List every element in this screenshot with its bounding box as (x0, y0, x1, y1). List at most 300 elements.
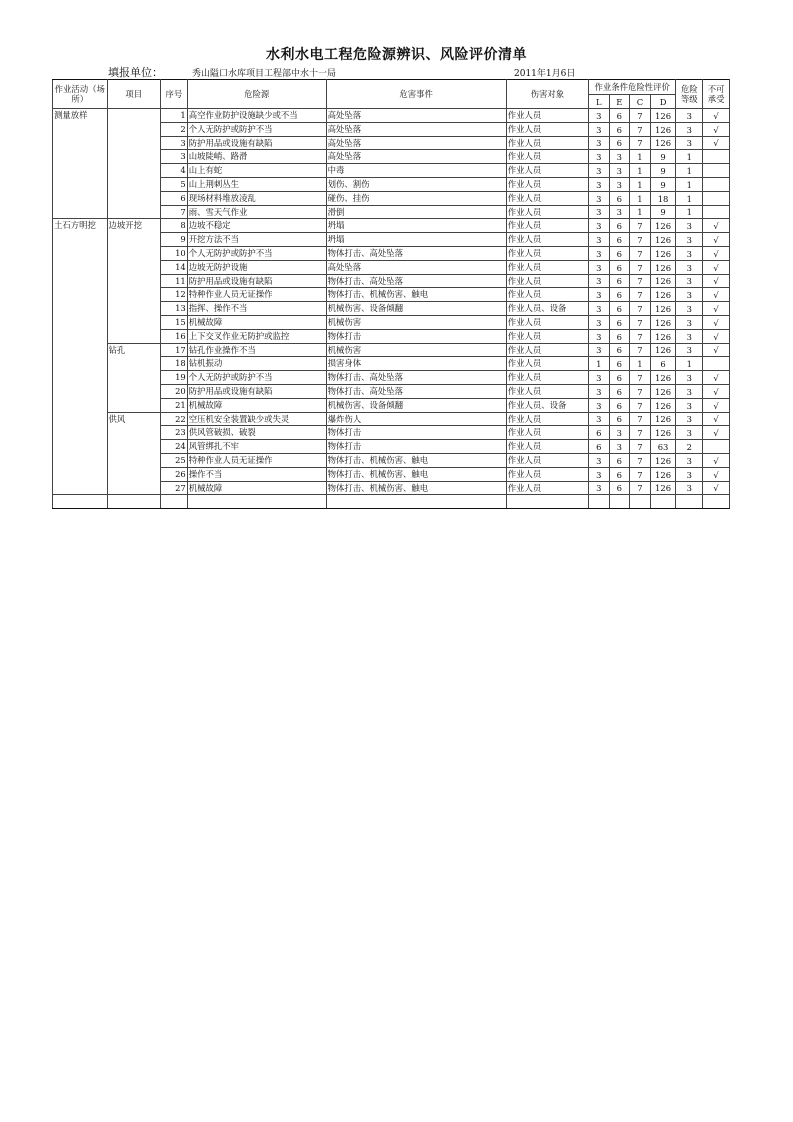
cell-E: 6 (609, 260, 630, 274)
header-D: D (650, 95, 676, 109)
cell-D (650, 495, 676, 509)
cell-activity (53, 481, 108, 495)
cell-L: 3 (589, 191, 610, 205)
cell-seq: 15 (161, 315, 188, 329)
cell-C: 7 (630, 315, 651, 329)
table-row (53, 467, 730, 481)
cell-project (107, 371, 161, 385)
cell-mark: √ (703, 246, 730, 260)
table-row (53, 315, 730, 329)
cell-mark: √ (703, 233, 730, 247)
cell-target (506, 495, 588, 509)
cell-D: 126 (650, 246, 676, 260)
cell-D: 126 (650, 109, 676, 123)
header-seq: 序号 (161, 80, 188, 109)
cell-project (107, 384, 161, 398)
cell-target: 作业人员 (506, 329, 588, 343)
table-body (53, 109, 730, 509)
cell-L: 3 (589, 467, 610, 481)
cell-level: 3 (676, 219, 703, 233)
cell-L: 3 (589, 412, 610, 426)
cell-level: 3 (676, 398, 703, 412)
cell-project (107, 191, 161, 205)
cell-D: 126 (650, 412, 676, 426)
cell-activity (53, 440, 108, 454)
cell-level: 1 (676, 164, 703, 178)
table-row (53, 177, 730, 191)
cell-target: 作业人员 (506, 260, 588, 274)
cell-event: 划伤、割伤 (326, 177, 506, 191)
cell-seq: 22 (161, 412, 188, 426)
cell-seq: 9 (161, 233, 188, 247)
cell-C: 7 (630, 440, 651, 454)
cell-hazard: 个人无防护或防护不当 (187, 371, 326, 385)
cell-level: 3 (676, 371, 703, 385)
table-row (53, 191, 730, 205)
cell-level: 3 (676, 343, 703, 357)
table-row (53, 109, 730, 123)
cell-E (609, 495, 630, 509)
cell-activity: 土石方明挖 (53, 219, 108, 233)
cell-event: 坍塌 (326, 219, 506, 233)
cell-seq (161, 495, 188, 509)
cell-hazard: 上下交叉作业无防护或监控 (187, 329, 326, 343)
cell-hazard: 供风管破损、破裂 (187, 426, 326, 440)
header-project: 项目 (107, 80, 161, 109)
cell-seq: 3 (161, 136, 188, 150)
cell-E: 6 (609, 371, 630, 385)
cell-seq: 10 (161, 246, 188, 260)
header-level: 危险等级 (676, 80, 703, 109)
cell-hazard: 个人无防护或防护不当 (187, 122, 326, 136)
cell-hazard: 防护用品或设施有缺陷 (187, 384, 326, 398)
cell-project: 边坡开挖 (107, 219, 161, 233)
cell-mark: √ (703, 453, 730, 467)
cell-L: 3 (589, 288, 610, 302)
cell-target: 作业人员 (506, 481, 588, 495)
cell-D: 126 (650, 343, 676, 357)
table-row (53, 343, 730, 357)
cell-D: 126 (650, 288, 676, 302)
cell-activity (53, 315, 108, 329)
cell-event: 坍塌 (326, 233, 506, 247)
cell-hazard: 机械故障 (187, 481, 326, 495)
cell-C: 7 (630, 219, 651, 233)
cell-hazard: 特种作业人员无证操作 (187, 288, 326, 302)
cell-L: 3 (589, 136, 610, 150)
cell-level: 3 (676, 453, 703, 467)
cell-event: 机械伤害、设备倾翻 (326, 302, 506, 316)
cell-mark (703, 150, 730, 164)
cell-activity (53, 412, 108, 426)
cell-seq: 12 (161, 288, 188, 302)
cell-E: 6 (609, 109, 630, 123)
cell-D: 126 (650, 274, 676, 288)
cell-seq: 18 (161, 357, 188, 371)
cell-seq: 19 (161, 371, 188, 385)
cell-project (107, 233, 161, 247)
cell-hazard: 操作不当 (187, 467, 326, 481)
cell-target: 作业人员 (506, 191, 588, 205)
cell-C: 1 (630, 164, 651, 178)
table-row (53, 371, 730, 385)
header-target: 伤害对象 (506, 80, 588, 109)
cell-D: 126 (650, 398, 676, 412)
cell-E: 6 (609, 412, 630, 426)
cell-activity (53, 233, 108, 247)
report-meta (52, 64, 732, 78)
cell-level: 3 (676, 412, 703, 426)
cell-E: 3 (609, 426, 630, 440)
cell-mark: √ (703, 109, 730, 123)
cell-event: 碰伤、挂伤 (326, 191, 506, 205)
cell-D: 126 (650, 122, 676, 136)
cell-level: 3 (676, 315, 703, 329)
table-row (53, 164, 730, 178)
cell-mark: √ (703, 329, 730, 343)
cell-level: 3 (676, 288, 703, 302)
cell-mark (703, 191, 730, 205)
cell-project (107, 440, 161, 454)
cell-level: 3 (676, 302, 703, 316)
cell-L: 3 (589, 302, 610, 316)
cell-target: 作业人员 (506, 288, 588, 302)
table-row (53, 426, 730, 440)
cell-activity (53, 274, 108, 288)
cell-D: 18 (650, 191, 676, 205)
cell-hazard: 开挖方法不当 (187, 233, 326, 247)
header-unacceptable: 不可承受 (703, 80, 730, 109)
cell-level: 1 (676, 150, 703, 164)
cell-event: 物体打击、机械伤害、触电 (326, 481, 506, 495)
cell-level: 3 (676, 274, 703, 288)
cell-E: 3 (609, 150, 630, 164)
cell-event: 高处坠落 (326, 260, 506, 274)
cell-seq: 27 (161, 481, 188, 495)
cell-level: 1 (676, 191, 703, 205)
table-row (53, 205, 730, 219)
unit-label: 填报单位： (108, 66, 163, 79)
cell-project (107, 453, 161, 467)
cell-level: 3 (676, 246, 703, 260)
cell-D: 6 (650, 357, 676, 371)
cell-event: 物体打击、高处坠落 (326, 274, 506, 288)
cell-target: 作业人员 (506, 371, 588, 385)
cell-mark: √ (703, 371, 730, 385)
cell-D: 126 (650, 315, 676, 329)
cell-mark: √ (703, 136, 730, 150)
cell-hazard: 防护用品或设施有缺陷 (187, 136, 326, 150)
cell-seq: 7 (161, 205, 188, 219)
cell-event: 高处坠落 (326, 109, 506, 123)
cell-hazard: 山上荆刺丛生 (187, 177, 326, 191)
cell-mark (703, 357, 730, 371)
cell-level: 1 (676, 205, 703, 219)
cell-hazard: 边坡不稳定 (187, 219, 326, 233)
cell-project (107, 150, 161, 164)
cell-C: 1 (630, 191, 651, 205)
cell-activity (53, 177, 108, 191)
cell-E: 6 (609, 288, 630, 302)
cell-mark: √ (703, 274, 730, 288)
cell-C: 7 (630, 343, 651, 357)
cell-D: 9 (650, 164, 676, 178)
cell-mark: √ (703, 481, 730, 495)
table-row (53, 274, 730, 288)
cell-activity (53, 288, 108, 302)
cell-L: 3 (589, 246, 610, 260)
cell-mark: √ (703, 315, 730, 329)
cell-seq: 5 (161, 177, 188, 191)
cell-project (107, 177, 161, 191)
cell-hazard: 指挥、操作不当 (187, 302, 326, 316)
cell-mark: √ (703, 302, 730, 316)
cell-C: 7 (630, 274, 651, 288)
cell-mark: √ (703, 219, 730, 233)
table-row (53, 398, 730, 412)
cell-activity (53, 357, 108, 371)
cell-level: 3 (676, 233, 703, 247)
cell-project: 供风 (107, 412, 161, 426)
table-row (53, 440, 730, 454)
header-L: L (589, 95, 610, 109)
cell-L: 3 (589, 260, 610, 274)
cell-activity (53, 164, 108, 178)
cell-project (107, 357, 161, 371)
cell-seq: 20 (161, 384, 188, 398)
cell-seq: 17 (161, 343, 188, 357)
cell-D: 126 (650, 302, 676, 316)
cell-D: 126 (650, 426, 676, 440)
cell-D: 126 (650, 136, 676, 150)
cell-hazard: 特种作业人员无证操作 (187, 453, 326, 467)
cell-target: 作业人员 (506, 274, 588, 288)
cell-E: 6 (609, 481, 630, 495)
cell-activity (53, 426, 108, 440)
cell-E: 6 (609, 136, 630, 150)
cell-hazard: 山坡陡峭、路滑 (187, 150, 326, 164)
cell-event: 物体打击 (326, 440, 506, 454)
cell-event: 物体打击、高处坠落 (326, 384, 506, 398)
cell-C: 7 (630, 329, 651, 343)
cell-target: 作业人员 (506, 109, 588, 123)
cell-level (676, 495, 703, 509)
cell-project (107, 260, 161, 274)
cell-activity (53, 246, 108, 260)
cell-D: 126 (650, 453, 676, 467)
cell-level: 1 (676, 357, 703, 371)
cell-level: 1 (676, 177, 703, 191)
cell-activity (53, 302, 108, 316)
cell-seq: 26 (161, 467, 188, 481)
cell-event: 物体打击、高处坠落 (326, 371, 506, 385)
cell-target: 作业人员 (506, 150, 588, 164)
cell-C (630, 495, 651, 509)
cell-project (107, 122, 161, 136)
cell-activity (53, 398, 108, 412)
table-row (53, 246, 730, 260)
cell-target: 作业人员 (506, 315, 588, 329)
cell-event: 滑倒 (326, 205, 506, 219)
cell-E: 6 (609, 233, 630, 247)
cell-C: 7 (630, 426, 651, 440)
cell-event: 机械伤害 (326, 315, 506, 329)
cell-seq: 13 (161, 302, 188, 316)
table-row (53, 233, 730, 247)
cell-E: 3 (609, 164, 630, 178)
cell-hazard: 边坡无防护设施 (187, 260, 326, 274)
cell-E: 6 (609, 274, 630, 288)
cell-C: 7 (630, 288, 651, 302)
cell-D: 126 (650, 219, 676, 233)
cell-mark: √ (703, 384, 730, 398)
cell-target: 作业人员 (506, 453, 588, 467)
cell-target: 作业人员 (506, 426, 588, 440)
cell-activity (53, 495, 108, 509)
cell-target: 作业人员 (506, 233, 588, 247)
cell-activity (53, 453, 108, 467)
cell-seq: 23 (161, 426, 188, 440)
cell-hazard: 空压机安全装置缺少或失灵 (187, 412, 326, 426)
cell-L: 3 (589, 274, 610, 288)
cell-seq: 6 (161, 191, 188, 205)
cell-L: 3 (589, 398, 610, 412)
cell-E: 6 (609, 122, 630, 136)
cell-C: 7 (630, 109, 651, 123)
cell-E: 6 (609, 384, 630, 398)
cell-L: 3 (589, 205, 610, 219)
risk-table (52, 79, 730, 509)
cell-event: 物体打击、机械伤害、触电 (326, 288, 506, 302)
cell-hazard: 风管绑扎不牢 (187, 440, 326, 454)
cell-C: 7 (630, 371, 651, 385)
cell-target: 作业人员 (506, 136, 588, 150)
cell-mark: √ (703, 288, 730, 302)
table-row (53, 122, 730, 136)
cell-event: 物体打击 (326, 329, 506, 343)
cell-mark: √ (703, 343, 730, 357)
cell-target: 作业人员 (506, 164, 588, 178)
cell-seq: 4 (161, 164, 188, 178)
cell-D: 9 (650, 177, 676, 191)
cell-C: 7 (630, 260, 651, 274)
cell-E: 3 (609, 440, 630, 454)
cell-C: 1 (630, 177, 651, 191)
table-row (53, 453, 730, 467)
cell-D: 9 (650, 150, 676, 164)
cell-D: 9 (650, 205, 676, 219)
cell-C: 7 (630, 398, 651, 412)
cell-L: 6 (589, 426, 610, 440)
cell-seq: 2 (161, 122, 188, 136)
cell-event: 高处坠落 (326, 122, 506, 136)
cell-project (107, 288, 161, 302)
cell-hazard (187, 495, 326, 509)
table-row (53, 150, 730, 164)
cell-level: 2 (676, 440, 703, 454)
cell-mark: √ (703, 412, 730, 426)
cell-event: 高处坠落 (326, 150, 506, 164)
table-row (53, 357, 730, 371)
cell-project (107, 329, 161, 343)
cell-level: 3 (676, 384, 703, 398)
cell-L: 3 (589, 177, 610, 191)
cell-project (107, 315, 161, 329)
cell-L: 3 (589, 150, 610, 164)
cell-project: 钻孔 (107, 343, 161, 357)
cell-L (589, 495, 610, 509)
cell-hazard: 钻机振动 (187, 357, 326, 371)
cell-target: 作业人员 (506, 246, 588, 260)
header-evaluation: 作业条件危险性评价 (589, 80, 676, 95)
cell-target: 作业人员、设备 (506, 398, 588, 412)
cell-L: 3 (589, 481, 610, 495)
cell-C: 7 (630, 246, 651, 260)
cell-C: 7 (630, 412, 651, 426)
cell-E: 6 (609, 398, 630, 412)
cell-D: 126 (650, 233, 676, 247)
cell-D: 63 (650, 440, 676, 454)
cell-L: 3 (589, 109, 610, 123)
cell-E: 6 (609, 302, 630, 316)
cell-activity (53, 384, 108, 398)
cell-mark: √ (703, 398, 730, 412)
cell-L: 3 (589, 384, 610, 398)
cell-project (107, 164, 161, 178)
cell-project (107, 481, 161, 495)
cell-project (107, 426, 161, 440)
cell-E: 6 (609, 357, 630, 371)
cell-level: 3 (676, 109, 703, 123)
cell-hazard: 防护用品或设施有缺陷 (187, 274, 326, 288)
cell-activity (53, 343, 108, 357)
cell-event: 损害身体 (326, 357, 506, 371)
cell-seq: 24 (161, 440, 188, 454)
cell-event: 物体打击 (326, 426, 506, 440)
cell-activity (53, 122, 108, 136)
cell-C: 7 (630, 233, 651, 247)
cell-D: 126 (650, 384, 676, 398)
cell-target: 作业人员 (506, 467, 588, 481)
cell-L: 3 (589, 453, 610, 467)
cell-hazard: 雨、雪天气作业 (187, 205, 326, 219)
header-row-1 (53, 80, 730, 95)
cell-level: 3 (676, 260, 703, 274)
cell-event (326, 495, 506, 509)
cell-seq: 16 (161, 329, 188, 343)
cell-project (107, 109, 161, 123)
cell-event: 高处坠落 (326, 136, 506, 150)
cell-C: 7 (630, 122, 651, 136)
cell-E: 6 (609, 343, 630, 357)
cell-D: 126 (650, 481, 676, 495)
cell-target: 作业人员 (506, 357, 588, 371)
table-row (53, 288, 730, 302)
header-event: 危害事件 (326, 80, 506, 109)
cell-event: 物体打击、机械伤害、触电 (326, 453, 506, 467)
cell-C: 1 (630, 205, 651, 219)
cell-seq: 3 (161, 150, 188, 164)
cell-L: 3 (589, 315, 610, 329)
cell-C: 7 (630, 481, 651, 495)
cell-activity (53, 136, 108, 150)
cell-activity (53, 371, 108, 385)
cell-target: 作业人员 (506, 205, 588, 219)
table-row (53, 384, 730, 398)
table-row (53, 302, 730, 316)
cell-D: 126 (650, 329, 676, 343)
cell-event: 机械伤害 (326, 343, 506, 357)
